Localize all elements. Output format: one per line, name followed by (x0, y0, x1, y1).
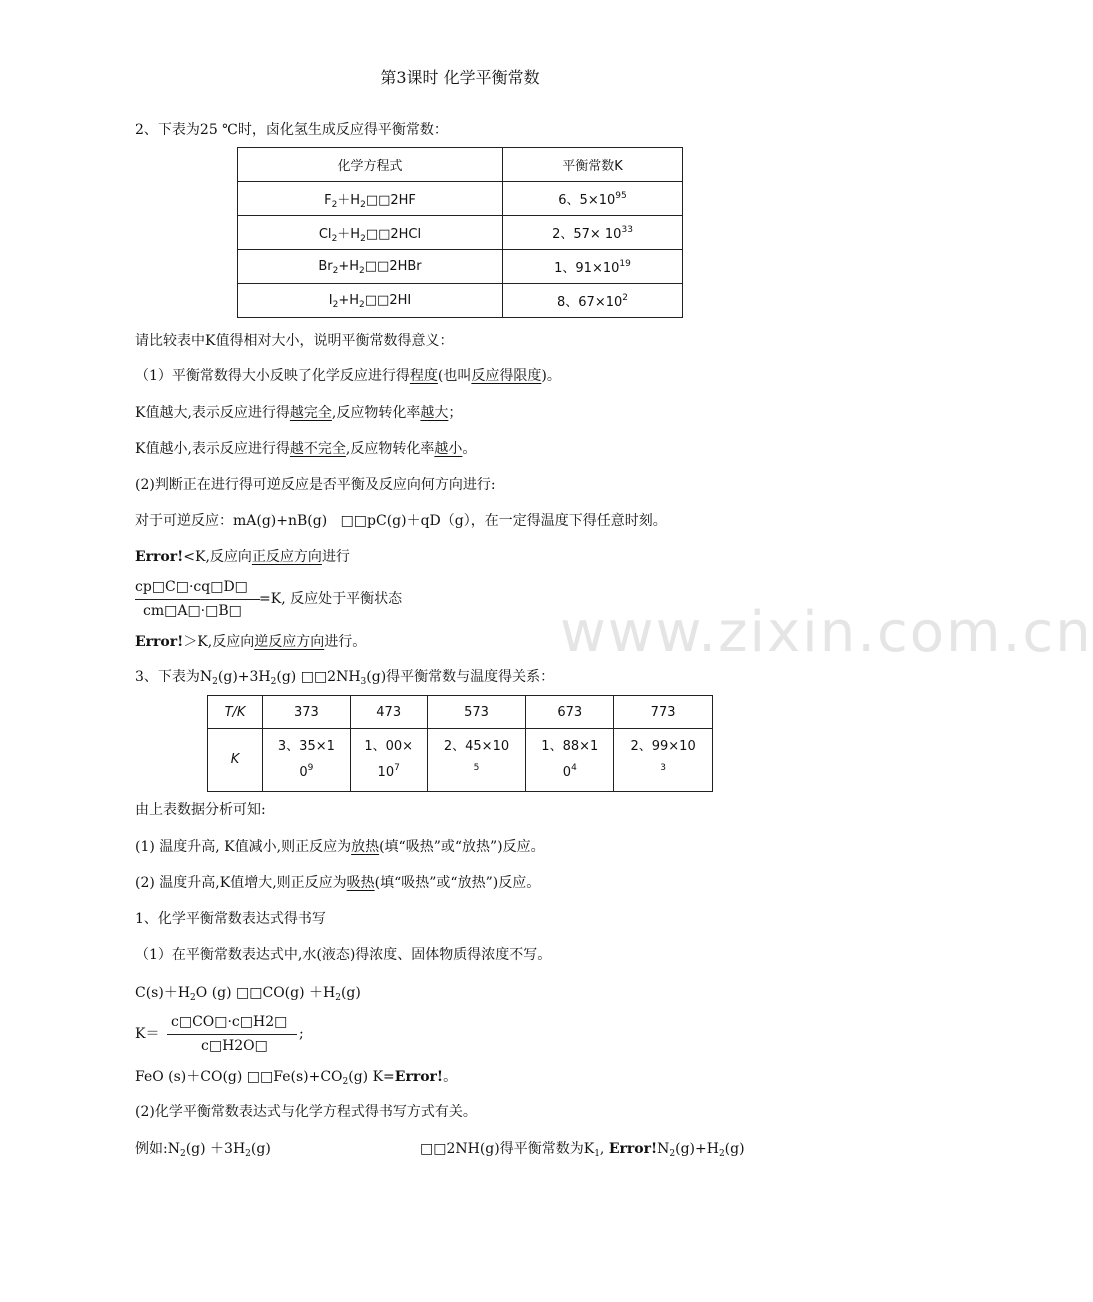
table-row (238, 250, 683, 284)
k-value-cell: 2、99×10 $^3$ (614, 729, 713, 792)
analysis-heading: 由上表数据分析可知: (135, 802, 266, 818)
fraction-tail: =K, 反应处于平衡状态 (259, 591, 403, 607)
section3-intro: 3、下表为$N_2(g)+3H_2(g)$ $□□2NH_3(g)$得平衡常数与温度得关系： (135, 669, 555, 687)
equation-cell: $Br_2+H_2□□2HBr$ (238, 250, 503, 284)
k-symbol: K＝ (135, 1026, 160, 1042)
k-cell: 2、$57\times 10^{33}$ (503, 216, 683, 250)
watermark: www.zixin.com.cn (560, 600, 1093, 665)
section1-heading: 1、化学平衡常数表达式得书写 (135, 911, 326, 927)
section2-intro: 2、下表为25 ℃时，卤化氢生成反应得平衡常数： (135, 122, 448, 138)
k-value-cell: 1、88×1 $0^4$ (526, 729, 614, 792)
k-value-cell: 1、00× $10^7$ (350, 729, 427, 792)
temp-cell: 773 (614, 696, 713, 729)
header-equation: 化学方程式 (238, 148, 503, 182)
rule-2: (2)化学平衡常数表达式与化学方程式得书写方式有关。 (135, 1104, 477, 1120)
k-row (208, 729, 713, 792)
temp-cell: 373 (263, 696, 351, 729)
temp-label: T/K (208, 696, 263, 729)
k-cell: 8、$67\times 10^2$ (503, 284, 683, 318)
rule-1: （1）在平衡常数表达式中,水(液态)得浓度、固体物质得浓度不写。 (135, 947, 552, 963)
forward-condition: Error!<K,反应向正反应方向进行 (135, 549, 350, 565)
equation-cell: $Cl_2+H_2□□2HCl$ (238, 216, 503, 250)
temperature-k-table (207, 695, 713, 792)
fraction-numerator: cp□C□·cq□D□ (135, 579, 248, 595)
temp-cell: 473 (350, 696, 427, 729)
iron-oxide-equation: FeO (s)＋CO(g) $□□Fe(s)+CO_2(g)$ K=Error!。 (135, 1069, 458, 1087)
k-large-paragraph: K值越大,表示反应进行得越完全,反应物转化率越大； (135, 405, 463, 421)
temp-cell: 573 (427, 696, 526, 729)
table-row (238, 284, 683, 318)
k-cell: 1、$91\times 10^{19}$ (503, 250, 683, 284)
analysis-item-2: (2) 温度升高,K值增大,则正反应为吸热(填“吸热”或“放热”)反应。 (135, 875, 541, 891)
fraction-bar (135, 599, 260, 600)
carbon-water-equation: $C(s)+H_2O$ (g) □□CO(g) $+H_2(g)$ (135, 985, 361, 1003)
compare-prompt: 请比较表中K值得相对大小，说明平衡常数得意义： (135, 333, 454, 349)
halide-equilibrium-table (237, 147, 683, 318)
k-small-paragraph: K值越小,表示反应进行得越不完全,反应物转化率越小。 (135, 441, 477, 457)
table-row (238, 216, 683, 250)
temp-cell: 673 (526, 696, 614, 729)
reverse-condition: Error!＞K,反应向逆反应方向进行。 (135, 634, 367, 650)
temperature-row (208, 696, 713, 729)
analysis-item-1: (1) 温度升高, K值减小,则正反应为放热(填“吸热”或“放热”)反应。 (135, 839, 545, 855)
k-cell: 6、$5\times 10^{95}$ (503, 182, 683, 216)
table-row (238, 182, 683, 216)
k-denominator: c□H2O□ (201, 1038, 268, 1054)
k-value-cell: 2、45×10 $^5$ (427, 729, 526, 792)
k-label: K (208, 729, 263, 792)
k-value-cell: 3、35×1 $0^9$ (263, 729, 351, 792)
header-k: 平衡常数K (503, 148, 683, 182)
meaning-paragraph: （1）平衡常数得大小反映了化学反应进行得程度(也叫反应得限度)。 (135, 368, 561, 384)
page-title: 第3课时 化学平衡常数 (380, 68, 540, 87)
example-left: 例如$:N_2(g) +3H_2(g)$ (135, 1141, 271, 1159)
k-semicolon: ; (299, 1026, 304, 1042)
judge-heading: (2)判断正在进行得可逆反应是否平衡及反应向何方向进行: (135, 477, 496, 493)
k-fraction-bar (167, 1034, 297, 1035)
table-header-row (238, 148, 683, 182)
reversible-reaction: 对于可逆反应：mA(g)+nB(g) □□pC(g)＋qD（g），在一定得温度下得任意时刻。 (135, 513, 667, 529)
equation-cell: $I_2+H_2□□2HI$ (238, 284, 503, 318)
example-right: □□2NH(g)得平衡常数为$K_1$, $Error!N_2(g)+H_2(g)$ (420, 1141, 745, 1159)
k-numerator: c□CO□·c□H2□ (171, 1014, 288, 1030)
equation-cell: $F_2+H_2□□2HF$ (238, 182, 503, 216)
fraction-denominator: cm□A□·□B□ (143, 603, 242, 619)
